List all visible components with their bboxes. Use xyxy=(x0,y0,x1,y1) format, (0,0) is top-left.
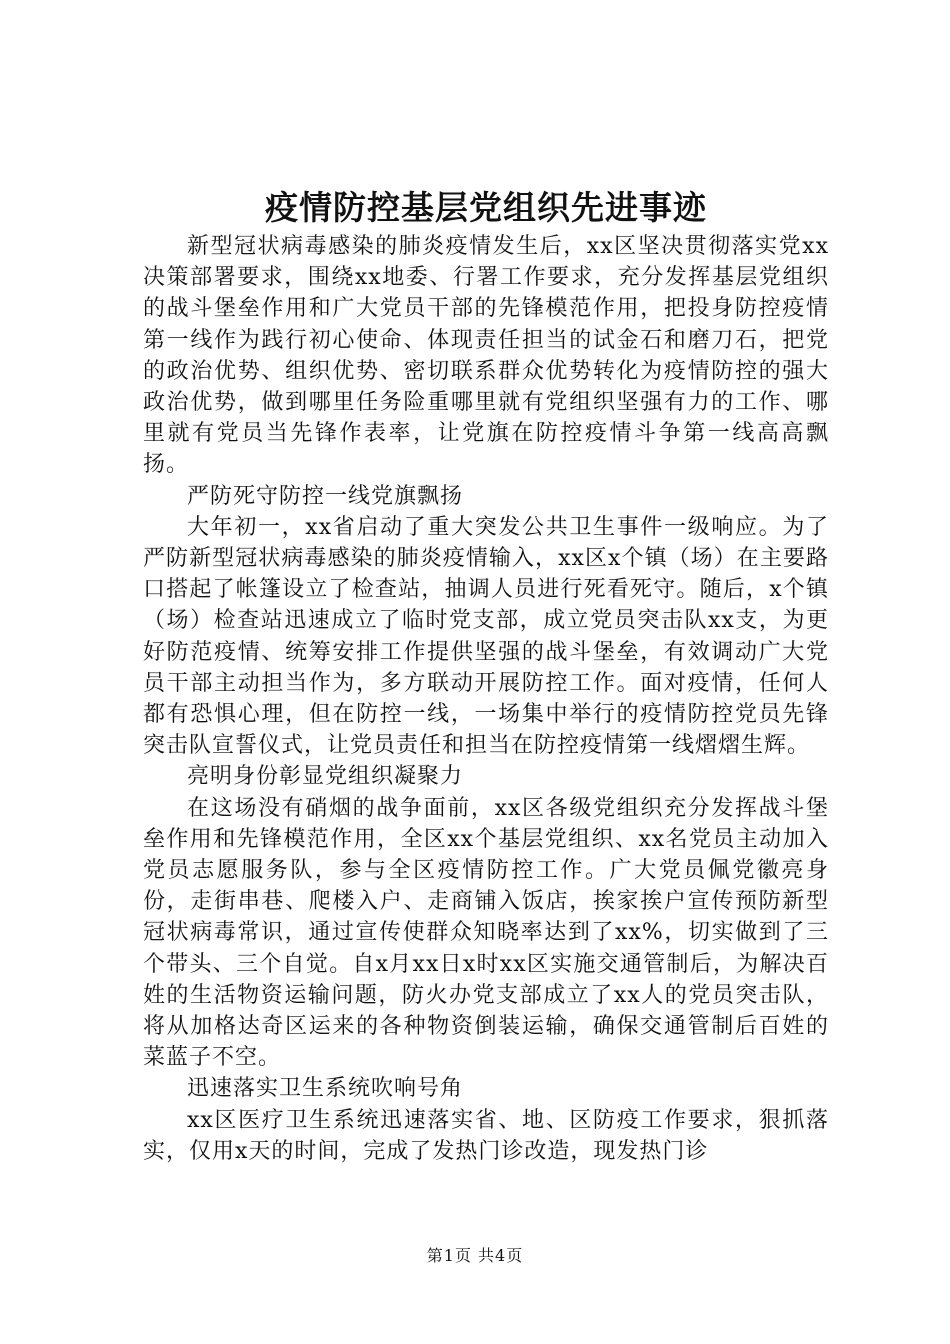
section-heading-1: 严防死守防控一线党旗飘扬 xyxy=(187,483,464,509)
section-paragraph-1: 大年初一，xx省启动了重大突发公共卫生事件一级响应。为了严防新型冠状病毒感染的肺炎疫情输入，xx区x个镇（场）在主要路口搭起了帐篷设立了检查站，抽调人员进行死看死守。随后，x个镇（场）检查站迅速成立了临时党支部，成立党员突击队xx支，为更好防范疫情、统筹安排工作提供坚强的战斗堡垒，有效调动广大党员干部主动担当作为，多方联动开展防控工作。面对疫情，任何人都有恐惧心理，但在防控一线，一场集中举行的疫情防控党员先锋突击队宣誓仪式，让党员责任和担当在防控疫情第一线熠熠生辉。 xyxy=(143,514,829,759)
section-paragraph-3: xx区医疗卫生系统迅速落实省、地、区防疫工作要求，狠抓落实，仅用x天的时间，完成了发热门诊改造，现发热门诊 xyxy=(143,1107,829,1164)
section-heading-3: 迅速落实卫生系统吹响号角 xyxy=(187,1076,464,1102)
page-footer xyxy=(0,1245,950,1267)
section-paragraph-2: 在这场没有硝烟的战争面前，xx区各级党组织充分发挥战斗堡垒作用和先锋模范作用，全区xx个基层党组织、xx名党员主动加入党员志愿服务队，参与全区疫情防控工作。广大党员佩党徽亮身份，走街串巷、爬楼入户、走商铺入饭店，挨家挨户宣传预防新型冠状病毒常识，通过宣传使群众知晓率达到了xx%，切实做到了三个带头、三个自觉。自x月xx日x时xx区实施交通管制后，为解决百姓的生活物资运输问题，防火办党支部成立了xx人的党员突击队，将从加格达奇区运来的各种物资倒装运输，确保交通管制后百姓的菜蓝子不空。 xyxy=(143,795,829,1071)
section-heading-2: 亮明身份彰显党组织凝聚力 xyxy=(187,764,464,790)
document-title: 疫情防控基层党组织先进事迹 xyxy=(265,188,707,227)
page-number-label: 第1页 共4页 xyxy=(426,1246,524,1265)
intro-paragraph: 新型冠状病毒感染的肺炎疫情发生后，xx区坚决贯彻落实党xx决策部署要求，围绕xx地委、行署工作要求，充分发挥基层党组织的战斗堡垒作用和广大党员干部的先锋模范作用，把投身防控疫情第一线作为践行初心使命、体现责任担当的试金石和磨刀石，把党的政治优势、组织优势、密切联系群众优势转化为疫情防控的强大政治优势，做到哪里任务险重哪里就有党组织坚强有力的工作、哪里就有党员当先锋作表率，让党旗在防控疫情斗争第一线高高飘扬。 xyxy=(143,234,829,478)
document-body xyxy=(143,231,829,1167)
